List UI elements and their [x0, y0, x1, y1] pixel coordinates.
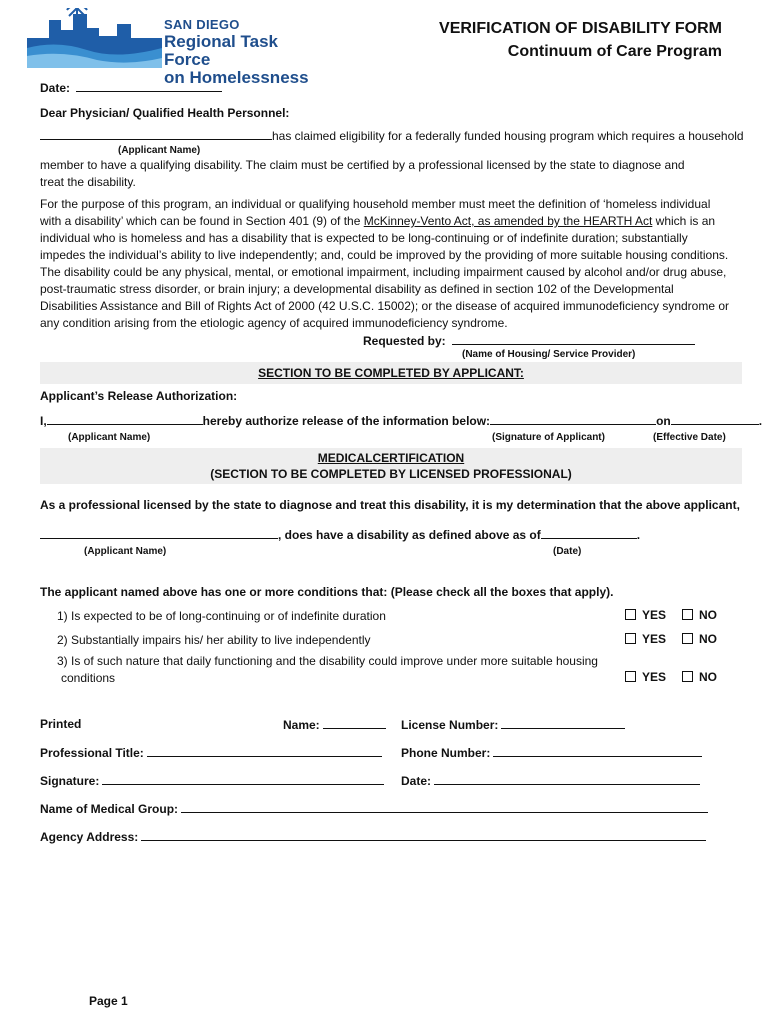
organization-logo — [27, 8, 327, 87]
release-on: on — [656, 414, 671, 428]
section-medical-bar — [40, 448, 742, 484]
section-applicant-bar — [40, 362, 742, 384]
phone-label: Phone Number: — [401, 746, 491, 760]
release-date-field[interactable] — [671, 413, 759, 425]
condition-2-yes[interactable] — [625, 632, 666, 646]
determination-date-field[interactable] — [541, 527, 637, 539]
condition-1-no[interactable] — [682, 608, 717, 622]
intro-text-1: has claimed eligibility for a federally funded housing program which requires a household — [272, 129, 744, 143]
date-field[interactable] — [76, 80, 222, 92]
checkbox-icon — [625, 633, 636, 644]
license-number-field[interactable] — [501, 717, 625, 729]
yes-label: YES — [642, 608, 667, 622]
condition-3-text — [57, 653, 598, 687]
checkbox-icon — [625, 609, 636, 620]
release-row — [40, 413, 762, 428]
condition-2-text: 2) Substantially impairs his/ her ability to live independently — [57, 633, 371, 647]
date-label: Date: — [40, 81, 71, 95]
release-date-caption: (Effective Date) — [653, 432, 726, 443]
hearth-act-link[interactable]: McKinney-Vento Act, as amended by the HEARTH Act — [363, 214, 653, 228]
professional-title-field[interactable] — [147, 745, 382, 757]
checkbox-icon — [625, 671, 636, 682]
determination-date-caption: (Date) — [553, 546, 582, 557]
release-name-caption: (Applicant Name) — [68, 432, 151, 443]
license-row — [401, 717, 625, 732]
section-applicant-heading: SECTION TO BE COMPLETED BY APPLICANT: — [258, 366, 524, 380]
determination-row — [40, 527, 640, 542]
form-subtitle: Continuum of Care Program — [507, 43, 722, 60]
date-row — [40, 80, 222, 95]
medical-certification-heading: MEDICALCERTIFICATION — [317, 451, 465, 465]
checkbox-icon — [682, 609, 693, 620]
applicant-name-field[interactable] — [40, 128, 272, 140]
no-label: NO — [699, 632, 717, 646]
checkbox-icon — [682, 671, 693, 682]
group-row — [40, 801, 708, 816]
printed-name-field[interactable] — [323, 717, 386, 729]
determination-text: As a professional licensed by the state to diagnose and treat this disability, it is my determination that the above applicant, — [40, 498, 740, 512]
address-row — [40, 829, 706, 844]
medical-section-subheading: (SECTION TO BE COMPLETED BY LICENSED PROFESSIONAL) — [210, 467, 572, 481]
license-label: License Number: — [401, 718, 499, 732]
logo-skyline-icon — [27, 8, 162, 68]
sig-date-label: Date: — [401, 774, 432, 788]
condition-1-yes[interactable] — [625, 608, 666, 622]
logo-line-3: on Homelessness — [164, 68, 309, 87]
intro-line-1 — [40, 128, 744, 143]
yes-label: YES — [642, 632, 667, 646]
logo-line-2: Regional Task Force — [164, 32, 278, 69]
condition-2-no[interactable] — [682, 632, 717, 646]
release-signature-caption: (Signature of Applicant) — [492, 432, 605, 443]
intro-text-2: member to have a qualifying disability. The claim must be certified by a professional licensed by the state to diagnose and treat the disability. — [40, 158, 685, 189]
professional-title-label: Professional Title: — [40, 746, 144, 760]
checkbox-icon — [682, 633, 693, 644]
medical-group-field[interactable] — [181, 801, 708, 813]
printed-label: Printed — [40, 717, 82, 731]
conditions-heading: The applicant named above has one or more conditions that: (Please check all the boxes that apply). — [40, 585, 614, 599]
salutation: Dear Physician/ Qualified Health Personnel: — [40, 106, 290, 120]
signature-label: Signature: — [40, 774, 100, 788]
signature-row — [40, 773, 384, 788]
agency-address-label: Agency Address: — [40, 830, 139, 844]
phone-number-field[interactable] — [493, 745, 702, 757]
sig-date-field[interactable] — [434, 773, 700, 785]
no-label: NO — [699, 608, 717, 622]
release-applicant-field[interactable] — [47, 413, 203, 425]
requested-by-label: Requested by: — [363, 334, 446, 348]
medical-group-label: Name of Medical Group: — [40, 802, 179, 816]
purpose-text-2: which is an individual who is homeless and has a disability that is expected to be long-continuing or of indefinite duration; substantially impedes the individual’s ability to live independently; and, could be improved by the providing of more suitable housing conditions. The disability could be any physical, mental, or emotional impairment, including impairment caused by alcohol and/or drug abuse, post-traumatic stress disorder, or brain injury; a developmental disability as defined in section 102 of the Developmental Disabilities Assistance and Bill of Rights Act of 2000 (42 U.S.C. 15002); or the disease of acquired immunodeficiency syndrome or any condition arising from the etiologic agency of acquired immunodeficiency syndrome. — [40, 214, 730, 330]
release-text: hereby authorize release of the information below: — [202, 414, 491, 428]
name-label: Name: — [283, 718, 320, 732]
yes-label: YES — [642, 670, 667, 684]
phone-row — [401, 745, 702, 760]
requested-by-field[interactable] — [452, 333, 695, 345]
determination-name-caption: (Applicant Name) — [84, 546, 167, 557]
title-row — [40, 745, 382, 760]
sig-date-row — [401, 773, 700, 788]
release-prefix: I, — [40, 414, 47, 428]
release-period: . — [758, 414, 763, 428]
determination-applicant-field[interactable] — [40, 527, 278, 539]
release-signature-field[interactable] — [490, 413, 656, 425]
determination-period: . — [636, 528, 641, 542]
page-number: Page 1 — [89, 994, 128, 1008]
name-row — [283, 717, 386, 732]
requested-by-caption: (Name of Housing/ Service Provider) — [462, 349, 636, 360]
purpose-paragraph — [40, 196, 730, 332]
applicant-name-caption: (Applicant Name) — [118, 145, 201, 156]
purpose-text-1: For the purpose of this program, an individual or qualifying household member must meet the definition of ‘homeless individual with a disability’ which can be found in Section 401 (9) of the — [40, 197, 711, 228]
condition-3-yes[interactable] — [625, 670, 666, 684]
condition-3-line-1: 3) Is of such nature that daily functioning and the disability could improve under more suitable housing — [57, 654, 598, 668]
agency-address-field[interactable] — [141, 829, 706, 841]
release-heading: Applicant’s Release Authorization: — [40, 389, 238, 403]
signature-field[interactable] — [102, 773, 384, 785]
logo-line-1: SAN DIEGO — [164, 17, 240, 32]
condition-1-text: 1) Is expected to be of long-continuing or of indefinite duration — [57, 609, 386, 623]
requested-by-row — [363, 333, 695, 348]
no-label: NO — [699, 670, 717, 684]
determination-middle: , does have a disability as defined above as of — [278, 528, 541, 542]
form-title: VERIFICATION OF DISABILITY FORM — [439, 20, 722, 37]
condition-3-line-2: conditions — [61, 671, 116, 685]
condition-3-no[interactable] — [682, 670, 717, 684]
